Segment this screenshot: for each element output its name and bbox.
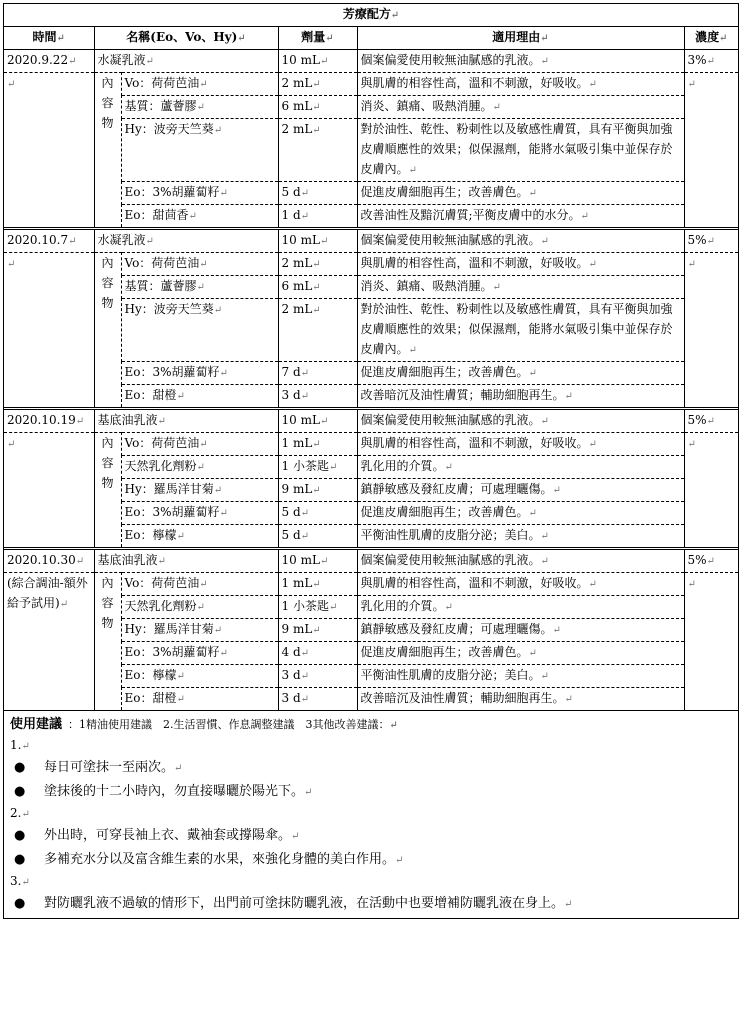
base-name: 基底油乳液↵ <box>94 549 278 573</box>
base-dose: 10 mL↵ <box>278 549 357 573</box>
ingredient-dose: 4 d↵ <box>278 642 357 665</box>
ingredient-row <box>4 253 738 276</box>
ingredient-name: Eo：3%胡蘿蔔籽↵ <box>121 362 278 385</box>
ingredient-name: Vo：荷荷芭油↵ <box>121 433 278 456</box>
advice-item: ● 對防曬乳液不過敏的情形下，出門前可塗抹防曬乳液，在活動中也要增補防曬乳液在身上。↵ <box>10 892 732 916</box>
date-note: ↵ <box>4 253 94 409</box>
contents-label: 內 容 物 <box>94 573 121 711</box>
base-dose: 10 mL↵ <box>278 50 357 73</box>
base-name: 基底油乳液↵ <box>94 409 278 433</box>
ingredient-dose: 2 mL↵ <box>278 73 357 96</box>
ingredient-reason: 促進皮膚細胞再生；改善膚色。↵ <box>357 362 684 385</box>
ingredient-reason: 與肌膚的相容性高，溫和不刺激，好吸收。↵ <box>357 253 684 276</box>
aromatherapy-formula-document <box>3 3 739 919</box>
concentration-blank: ↵ <box>684 573 738 711</box>
table-title: 芳療配方↵ <box>4 4 738 27</box>
ingredient-reason: 對於油性、乾性、粉刺性以及敏感性膚質，具有平衡與加強皮膚順應性的效果；似保濕劑，能將水氣吸引集中並保存於皮膚內。↵ <box>357 119 684 182</box>
contents-label: 內 容 物 <box>94 253 121 409</box>
formula-date: 2020.10.30↵ <box>4 549 94 573</box>
base-dose: 10 mL↵ <box>278 229 357 253</box>
ingredient-name: Eo：甜橙↵ <box>121 385 278 409</box>
ingredient-reason: 平衡油性肌膚的皮脂分泌；美白。↵ <box>357 665 684 688</box>
advice-group-number: 1.↵ <box>10 738 30 752</box>
ingredient-name: 天然乳化劑粉↵ <box>121 596 278 619</box>
header-dose: 劑量↵ <box>278 27 357 50</box>
ingredient-dose: 6 mL↵ <box>278 96 357 119</box>
ingredient-name: Vo：荷荷芭油↵ <box>121 253 278 276</box>
ingredient-dose: 1 mL↵ <box>278 433 357 456</box>
ingredient-reason: 鎮靜敏感及發紅皮膚；可處理曬傷。↵ <box>357 479 684 502</box>
concentration-blank: ↵ <box>684 73 738 229</box>
date-note: (綜合調油-額外給予試用)↵ <box>4 573 94 711</box>
header-concentration: 濃度↵ <box>684 27 738 50</box>
ingredient-dose: 5 d↵ <box>278 525 357 549</box>
base-reason: 個案偏愛使用較無油膩感的乳液。↵ <box>357 229 684 253</box>
ingredient-reason: 改善暗沉及油性膚質；輔助細胞再生。↵ <box>357 385 684 409</box>
ingredient-name: Eo：甜橙↵ <box>121 688 278 711</box>
bullet-icon: ● <box>14 784 26 799</box>
formula-concentration: 5%↵ <box>684 549 738 573</box>
ingredient-name: 基質：蘆薈膠↵ <box>121 276 278 299</box>
ingredient-dose: 9 mL↵ <box>278 479 357 502</box>
ingredient-dose: 1 小茶匙↵ <box>278 456 357 479</box>
advice-group-number: 2.↵ <box>10 806 30 820</box>
formula-concentration: 5%↵ <box>684 409 738 433</box>
ingredient-dose: 1 mL↵ <box>278 573 357 596</box>
ingredient-reason: 促進皮膚細胞再生；改善膚色。↵ <box>357 502 684 525</box>
ingredient-reason: 促進皮膚細胞再生；改善膚色。↵ <box>357 642 684 665</box>
ingredient-reason: 與肌膚的相容性高，溫和不刺激，好吸收。↵ <box>357 433 684 456</box>
ingredient-row <box>4 73 738 96</box>
ingredient-reason: 對於油性、乾性、粉刺性以及敏感性膚質，具有平衡與加強皮膚順應性的效果；似保濕劑，能將水氣吸引集中並保存於皮膚內。↵ <box>357 299 684 362</box>
contents-label: 內 容 物 <box>94 73 121 229</box>
date-note: ↵ <box>4 73 94 229</box>
base-reason: 個案偏愛使用較無油膩感的乳液。↵ <box>357 50 684 73</box>
ingredient-dose: 7 d↵ <box>278 362 357 385</box>
formula-concentration: 3%↵ <box>687 53 715 67</box>
ingredient-dose: 1 小茶匙↵ <box>278 596 357 619</box>
ingredient-dose: 3 d↵ <box>278 385 357 409</box>
concentration-blank: ↵ <box>684 253 738 409</box>
header-reason: 適用理由↵ <box>357 27 684 50</box>
ingredient-dose: 2 mL↵ <box>278 119 357 182</box>
ingredient-dose: 1 d↵ <box>278 205 357 229</box>
ingredient-name: Eo：3%胡蘿蔔籽↵ <box>121 642 278 665</box>
ingredient-name: Eo：甜茴香↵ <box>121 205 278 229</box>
ingredient-name: Vo：荷荷芭油↵ <box>121 573 278 596</box>
advice-groups <box>10 736 732 916</box>
ingredient-dose: 2 mL↵ <box>278 253 357 276</box>
formula-table <box>4 4 738 710</box>
concentration-blank: ↵ <box>684 433 738 549</box>
ingredient-dose: 5 d↵ <box>278 502 357 525</box>
bullet-icon: ● <box>14 896 26 911</box>
base-name: 水凝乳液↵ <box>94 229 278 253</box>
formula-date: 2020.9.22↵ <box>4 50 94 73</box>
formula-base-row <box>4 549 738 573</box>
advice-group-number: 3.↵ <box>10 874 30 888</box>
formula-base-row <box>4 229 738 253</box>
ingredient-reason: 與肌膚的相容性高，溫和不刺激，好吸收。↵ <box>357 73 684 96</box>
ingredient-dose: 3 d↵ <box>278 665 357 688</box>
ingredient-reason: 乳化用的介質。↵ <box>357 596 684 619</box>
formula-date: 2020.10.19↵ <box>4 409 94 433</box>
table-header-row <box>4 27 738 50</box>
bullet-icon: ● <box>14 852 26 867</box>
ingredient-row <box>4 573 738 596</box>
advice-item: ● 多補充水分以及富含維生素的水果，來強化身體的美白作用。↵ <box>10 848 732 872</box>
ingredient-reason: 鎮靜敏感及發紅皮膚；可處理曬傷。↵ <box>357 619 684 642</box>
header-time: 時間↵ <box>4 27 94 50</box>
table-title-row <box>4 4 738 27</box>
ingredient-name: Eo：檸檬↵ <box>121 665 278 688</box>
ingredient-name: Vo：荷荷芭油↵ <box>121 73 278 96</box>
base-reason: 個案偏愛使用較無油膩感的乳液。↵ <box>357 549 684 573</box>
ingredient-name: Eo：3%胡蘿蔔籽↵ <box>121 182 278 205</box>
bullet-icon: ● <box>14 760 26 775</box>
ingredient-dose: 6 mL↵ <box>278 276 357 299</box>
ingredient-dose: 5 d↵ <box>278 182 357 205</box>
ingredient-reason: 改善油性及黯沉膚質;平衡皮膚中的水分。↵ <box>357 205 684 229</box>
ingredient-name: 天然乳化劑粉↵ <box>121 456 278 479</box>
formula-base-row <box>4 50 738 73</box>
advice-item: ● 外出時，可穿長袖上衣、戴袖套或撐陽傘。↵ <box>10 824 732 848</box>
ingredient-name: Hy：羅馬洋甘菊↵ <box>121 479 278 502</box>
date-note: ↵ <box>4 433 94 549</box>
advice-item: ● 塗抹後的十二小時內，勿直接曝曬於陽光下。↵ <box>10 780 732 804</box>
ingredient-reason: 平衡油性肌膚的皮脂分泌；美白。↵ <box>357 525 684 549</box>
ingredient-reason: 消炎、鎮痛、吸熱消腫。↵ <box>357 276 684 299</box>
contents-label: 內 容 物 <box>94 433 121 549</box>
formula-base-row <box>4 409 738 433</box>
ingredient-name: Hy：波旁天竺葵↵ <box>121 119 278 182</box>
advice-heading: 使用建議 ：1精油使用建議 2.生活習慣、作息調整建議 3其他改善建議：↵ <box>10 717 398 732</box>
advice-item: ● 每日可塗抹一至兩次。↵ <box>10 756 732 780</box>
ingredient-name: Eo：3%胡蘿蔔籽↵ <box>121 502 278 525</box>
formula-concentration: 5%↵ <box>684 229 738 253</box>
usage-advice <box>4 710 738 918</box>
ingredient-row <box>4 433 738 456</box>
ingredient-reason: 消炎、鎮痛、吸熱消腫。↵ <box>357 96 684 119</box>
ingredient-name: Hy：羅馬洋甘菊↵ <box>121 619 278 642</box>
ingredient-reason: 改善暗沉及油性膚質；輔助細胞再生。↵ <box>357 688 684 711</box>
ingredient-reason: 乳化用的介質。↵ <box>357 456 684 479</box>
ingredient-name: Hy：波旁天竺葵↵ <box>121 299 278 362</box>
ingredient-name: Eo：檸檬↵ <box>121 525 278 549</box>
ingredient-dose: 3 d↵ <box>278 688 357 711</box>
ingredient-dose: 2 mL↵ <box>278 299 357 362</box>
base-name: 水凝乳液↵ <box>94 50 278 73</box>
header-name: 名稱(Eo、Vo、Hy)↵ <box>94 27 278 50</box>
formula-date: 2020.10.7↵ <box>4 229 94 253</box>
bullet-icon: ● <box>14 828 26 843</box>
base-dose: 10 mL↵ <box>278 409 357 433</box>
ingredient-reason: 與肌膚的相容性高，溫和不刺激，好吸收。↵ <box>357 573 684 596</box>
base-reason: 個案偏愛使用較無油膩感的乳液。↵ <box>357 409 684 433</box>
ingredient-reason: 促進皮膚細胞再生；改善膚色。↵ <box>357 182 684 205</box>
ingredient-name: 基質：蘆薈膠↵ <box>121 96 278 119</box>
ingredient-dose: 9 mL↵ <box>278 619 357 642</box>
